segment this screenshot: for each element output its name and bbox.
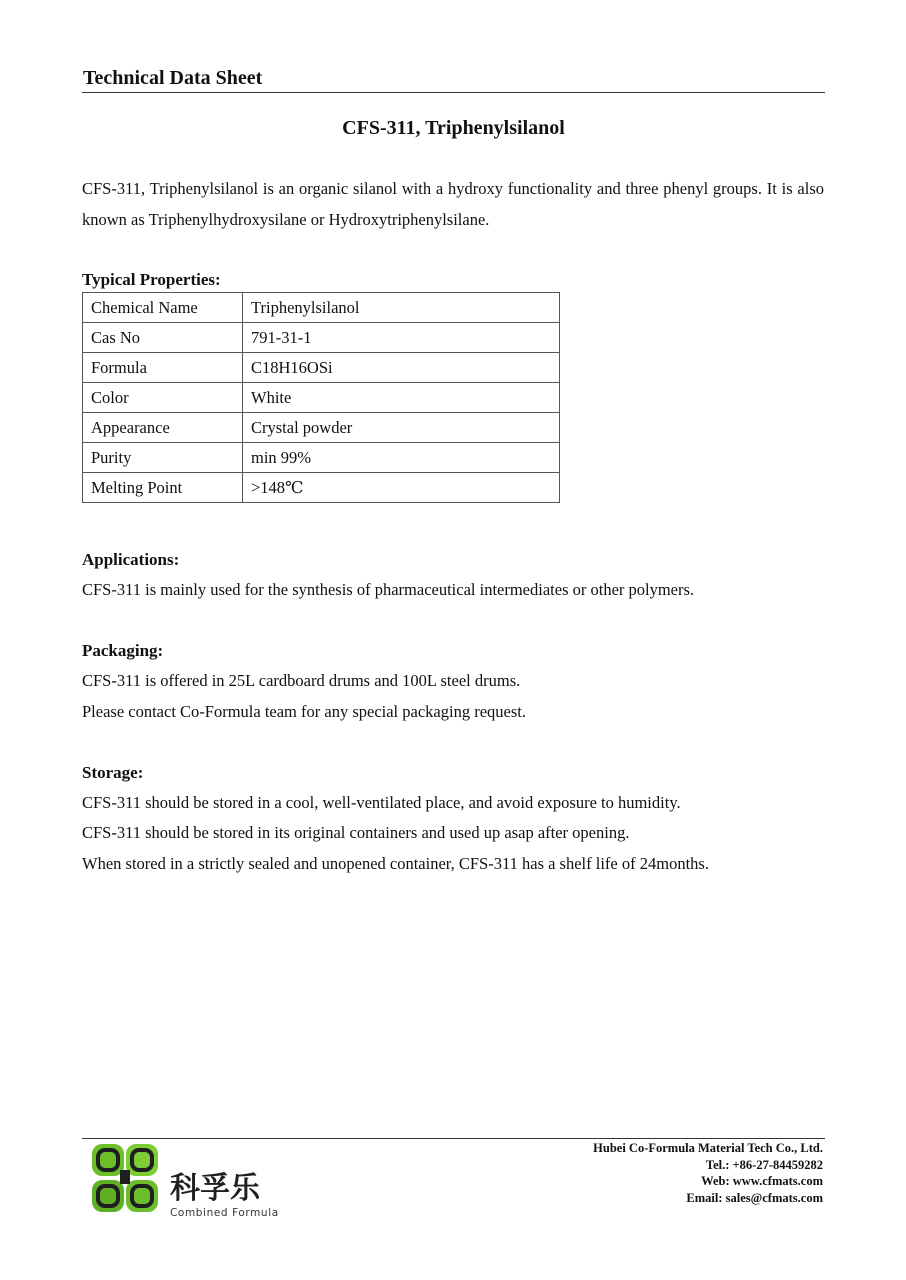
company-tel: Tel.: +86-27-84459282	[705, 1157, 823, 1172]
table-row	[83, 293, 560, 323]
property-name: Purity	[83, 443, 243, 473]
storage-line: CFS-311 should be stored in its original containers and used up asap after opening.	[82, 823, 630, 842]
packaging-line: CFS-311 is offered in 25L cardboard drums and 100L steel drums.	[82, 671, 521, 690]
storage-heading: Storage:	[82, 763, 144, 782]
properties-table	[82, 292, 560, 503]
packaging-line: Please contact Co-Formula team for any special packaging request.	[82, 702, 526, 721]
table-row	[83, 413, 560, 443]
property-name: Color	[83, 383, 243, 413]
applications-text: CFS-311 is mainly used for the synthesis of pharmaceutical intermediates or other polymers.	[82, 580, 695, 599]
property-name: Chemical Name	[83, 293, 243, 323]
document-title: CFS-311, Triphenylsilanol	[342, 117, 565, 139]
intro-paragraph: CFS-311, Triphenylsilanol is an organic silanol with a hydroxy functionality and three phenyl groups. It is also known as Triphenylhydroxysilane or Hydroxytriphenylsilane.	[82, 179, 824, 229]
table-row	[83, 383, 560, 413]
property-value: C18H16OSi	[243, 353, 560, 383]
footer-divider	[82, 1138, 825, 1139]
property-name: Appearance	[83, 413, 243, 443]
company-logo	[88, 1140, 288, 1222]
company-name: Hubei Co-Formula Material Tech Co., Ltd.	[593, 1141, 823, 1155]
storage-line: CFS-311 should be stored in a cool, well-ventilated place, and avoid exposure to humidity.	[82, 793, 681, 812]
property-value: Triphenylsilanol	[243, 293, 560, 323]
packaging-heading: Packaging:	[82, 641, 164, 660]
company-email: Email: sales@cfmats.com	[686, 1190, 823, 1205]
logo-mark-icon	[92, 1144, 158, 1212]
page-header	[82, 64, 825, 93]
property-value: 791-31-1	[243, 323, 560, 353]
applications-heading: Applications:	[82, 550, 180, 569]
property-value: min 99%	[243, 443, 560, 473]
table-row	[83, 443, 560, 473]
company-info	[593, 1140, 823, 1206]
header-divider	[82, 92, 825, 93]
property-value: White	[243, 383, 560, 413]
header-title: Technical Data Sheet	[83, 67, 263, 89]
table-row	[83, 323, 560, 353]
property-name: Formula	[83, 353, 243, 383]
property-value: Crystal powder	[243, 413, 560, 443]
logo-chinese-text: 科孚乐	[170, 1171, 260, 1206]
table-row	[83, 473, 560, 503]
property-name: Cas No	[83, 323, 243, 353]
property-name: Melting Point	[83, 473, 243, 503]
table-row	[83, 353, 560, 383]
logo-english-text: Combined Formula	[170, 1207, 279, 1219]
storage-line: When stored in a strictly sealed and unopened container, CFS-311 has a shelf life of 24months.	[82, 854, 709, 873]
company-web: Web: www.cfmats.com	[701, 1174, 823, 1188]
properties-heading: Typical Properties:	[82, 270, 221, 289]
property-value: >148℃	[243, 473, 560, 503]
